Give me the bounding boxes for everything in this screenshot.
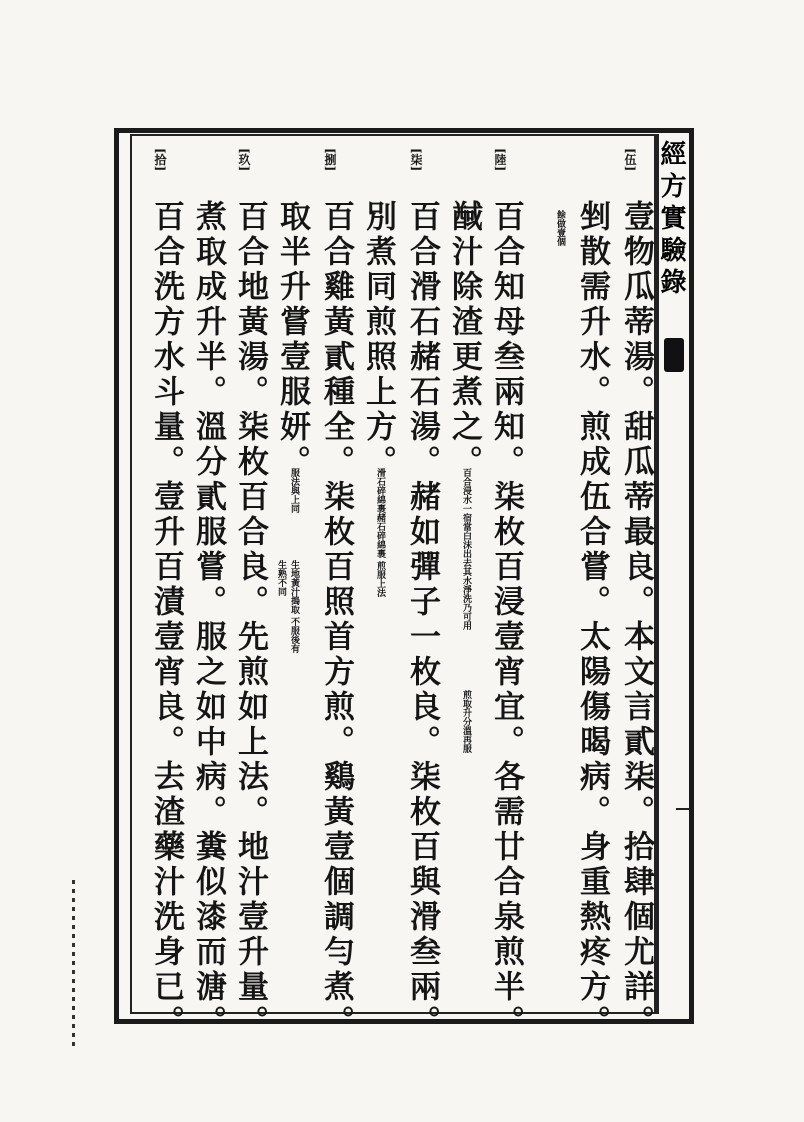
note-6: 生地黃汁搗取 不服後有生熟不同: [276, 560, 299, 654]
text-column-7: 百合雞黃貳種全。柒枚百照首方煎。鷄黃壹個調勻煮。: [318, 200, 354, 1040]
text-column-2: 剉散需升水。煎成伍合嘗。太陽傷暍病。身重熱疼方。: [574, 200, 610, 1040]
note-2: 百合浸水一宿當白沫出去其水淨洗乃可用: [461, 468, 471, 630]
text-column-10: 煮取成升半。溫分貳服嘗。服之如中病。糞似漆而溏。: [190, 200, 226, 1040]
text-column-6: 別煮同煎照上方。: [360, 200, 396, 480]
note-1: 餘做壹個: [555, 210, 565, 246]
text-column-8: 取半升嘗壹服妍。: [274, 200, 310, 480]
text-column-11: 百合洗方水斗量。壹升百漬壹宵良。去渣藥汁洗身已。: [148, 200, 184, 1040]
binding-edge-mark: [72, 880, 75, 1050]
section-label-8: [捌]: [323, 148, 337, 172]
page-title: 經方實驗錄: [656, 140, 686, 300]
text-column-1: 壹物瓜蒂湯。甜瓜蒂最良。本文言貳柒。拾肆個尤詳。: [618, 200, 654, 1040]
title-ink-mark: [664, 338, 684, 372]
section-label-10: [拾]: [153, 148, 167, 172]
section-label-7: [柒]: [409, 148, 423, 172]
section-label-6: [陸]: [493, 148, 507, 172]
note-4: 滑石碎綿裹赭石碎綿裹 煎服上法: [375, 468, 385, 598]
section-label-5: [伍]: [623, 148, 637, 172]
note-3: 煎取升分溫再服: [461, 690, 471, 753]
text-column-3: 百合知母叁兩知。柒枚百浸壹宵宜。各需廿合泉煎半。: [488, 200, 524, 1040]
text-column-4: 䤋汁除渣更煮之。: [446, 200, 482, 480]
side-tick: [676, 808, 690, 810]
text-column-5: 百合滑石赭石湯。赭如彈子一枚良。柒枚百與滑叁兩。: [404, 200, 440, 1040]
text-column-9: 百合地黃湯。柒枚百合良。先煎如上法。地汁壹升量。: [232, 200, 268, 1040]
section-label-9: [玖]: [237, 148, 251, 172]
note-5: 服法與上同: [289, 468, 299, 513]
